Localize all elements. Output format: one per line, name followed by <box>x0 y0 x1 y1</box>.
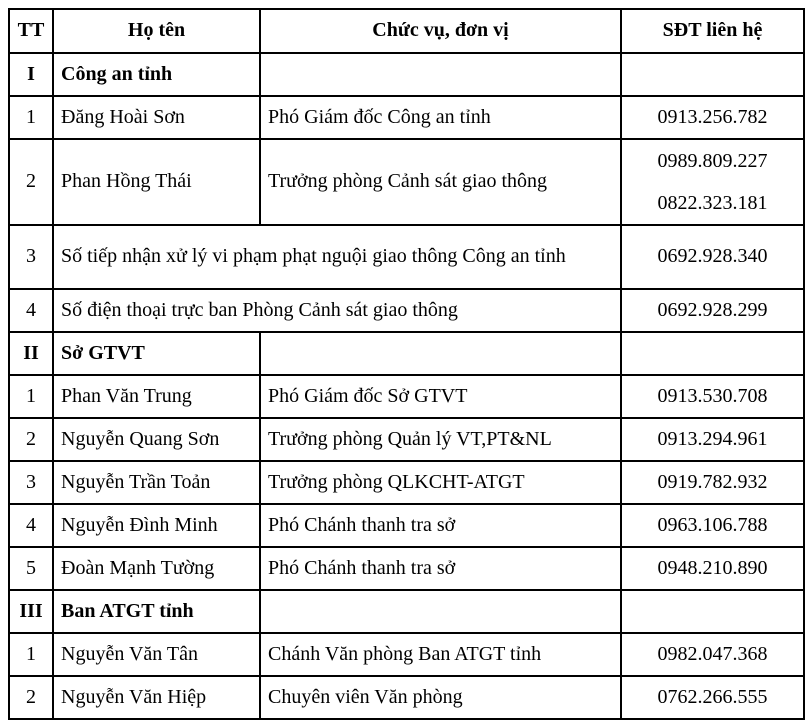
person-name: Nguyễn Văn Tân <box>53 633 260 676</box>
phone-numbers <box>621 139 804 225</box>
person-name: Nguyễn Đình Minh <box>53 504 260 547</box>
phone-number: 0919.782.932 <box>621 461 804 504</box>
table-row <box>9 289 804 332</box>
phone-number: 0692.928.340 <box>621 225 804 289</box>
person-name: Nguyễn Văn Hiệp <box>53 676 260 719</box>
merged-description: Số tiếp nhận xử lý vi phạm phạt nguội giao thông Công an tỉnh <box>53 225 621 289</box>
contact-table <box>8 8 805 720</box>
table-row <box>9 225 804 289</box>
row-number: 3 <box>9 225 53 289</box>
row-number: 1 <box>9 633 53 676</box>
section-row <box>9 332 804 375</box>
phone-number: 0692.928.299 <box>621 289 804 332</box>
person-position: Phó Chánh thanh tra sở <box>260 547 621 590</box>
merged-description: Số điện thoại trực ban Phòng Cảnh sát giao thông <box>53 289 621 332</box>
person-position: Chánh Văn phòng Ban ATGT tỉnh <box>260 633 621 676</box>
table-row <box>9 547 804 590</box>
person-position: Trưởng phòng Cảnh sát giao thông <box>260 139 621 225</box>
header-tt: TT <box>9 9 53 53</box>
phone-number: 0913.294.961 <box>621 418 804 461</box>
section-row <box>9 53 804 96</box>
person-name: Nguyễn Quang Sơn <box>53 418 260 461</box>
phone-number: 0762.266.555 <box>621 676 804 719</box>
phone-number: 0913.530.708 <box>621 375 804 418</box>
person-position: Phó Giám đốc Sở GTVT <box>260 375 621 418</box>
row-number: 4 <box>9 289 53 332</box>
table-row <box>9 139 804 225</box>
person-position: Trưởng phòng Quản lý VT,PT&NL <box>260 418 621 461</box>
table-row <box>9 633 804 676</box>
person-position: Phó Chánh thanh tra sở <box>260 504 621 547</box>
header-phone: SĐT liên hệ <box>621 9 804 53</box>
phone-number: 0913.256.782 <box>621 96 804 139</box>
person-position: Phó Giám đốc Công an tỉnh <box>260 96 621 139</box>
empty-cell <box>260 332 621 375</box>
empty-cell <box>260 53 621 96</box>
row-number: 5 <box>9 547 53 590</box>
phone-number: 0963.106.788 <box>621 504 804 547</box>
table-row <box>9 375 804 418</box>
section-title: Ban ATGT tỉnh <box>53 590 260 633</box>
phone-number: 0982.047.368 <box>621 633 804 676</box>
header-row <box>9 9 804 53</box>
phone-number: 0989.809.227 <box>657 150 768 172</box>
section-title: Sở GTVT <box>53 332 260 375</box>
person-name: Nguyễn Trần Toản <box>53 461 260 504</box>
header-name: Họ tên <box>53 9 260 53</box>
row-number: 3 <box>9 461 53 504</box>
section-number: II <box>9 332 53 375</box>
person-position: Trưởng phòng QLKCHT-ATGT <box>260 461 621 504</box>
empty-cell <box>621 53 804 96</box>
section-number: I <box>9 53 53 96</box>
section-row <box>9 590 804 633</box>
person-name: Phan Hồng Thái <box>53 139 260 225</box>
phone-number: 0822.323.181 <box>657 192 768 214</box>
empty-cell <box>621 590 804 633</box>
row-number: 2 <box>9 418 53 461</box>
header-position: Chức vụ, đơn vị <box>260 9 621 53</box>
row-number: 2 <box>9 676 53 719</box>
person-name: Đoàn Mạnh Tường <box>53 547 260 590</box>
phone-number: 0948.210.890 <box>621 547 804 590</box>
row-number: 1 <box>9 96 53 139</box>
person-position: Chuyên viên Văn phòng <box>260 676 621 719</box>
table-row <box>9 96 804 139</box>
row-number: 1 <box>9 375 53 418</box>
empty-cell <box>260 590 621 633</box>
row-number: 2 <box>9 139 53 225</box>
table-row <box>9 461 804 504</box>
section-title: Công an tỉnh <box>53 53 260 96</box>
table-row <box>9 676 804 719</box>
section-number: III <box>9 590 53 633</box>
table-row <box>9 418 804 461</box>
empty-cell <box>621 332 804 375</box>
table-row <box>9 504 804 547</box>
person-name: Phan Văn Trung <box>53 375 260 418</box>
row-number: 4 <box>9 504 53 547</box>
person-name: Đăng Hoài Sơn <box>53 96 260 139</box>
